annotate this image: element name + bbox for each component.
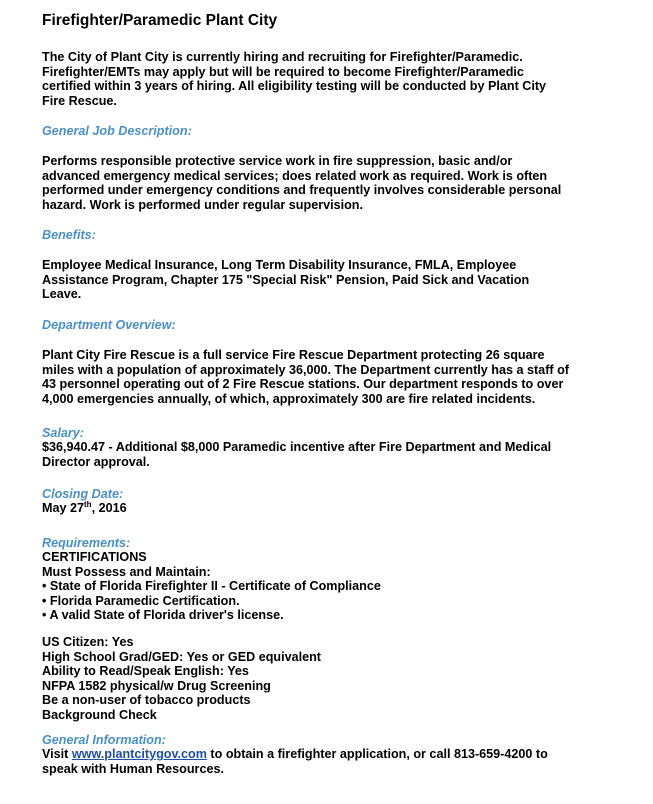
general-information-paragraph (42, 747, 602, 776)
intro-line: certified within 3 years of hiring. All eligibility testing will be conducted by Plant City (42, 79, 547, 94)
closing-date-heading: Closing Date: (42, 487, 124, 501)
job-description-line: advanced emergency medical services; does related work as required. Work is often (42, 168, 548, 183)
closing-date-value (42, 501, 602, 516)
job-description-line: hazard. Work is performed under regular supervision. (42, 197, 363, 212)
intro-line: The City of Plant City is currently hiring and recruiting for Firefighter/Paramedic. (42, 50, 523, 64)
department-overview-heading: Department Overview: (42, 318, 176, 332)
salary-heading: Salary: (42, 426, 85, 440)
benefits-line: Employee Medical Insurance, Long Term Disability Insurance, FMLA, Employee (42, 258, 517, 272)
closing-date-suffix: th (84, 499, 92, 509)
requirement-line: NFPA 1582 physical/w Drug Screening (42, 678, 271, 693)
intro-line: Fire Rescue. (42, 93, 117, 108)
job-description-line: Performs responsible protective service work in fire suppression, basic and/or (42, 154, 513, 168)
benefits-paragraph (42, 258, 602, 302)
intro-line: Firefighter/EMTs may apply but will be required to become Firefighter/Paramedic (42, 64, 524, 79)
closing-date-year: , 2016 (91, 501, 127, 515)
requirements-heading: Requirements: (42, 536, 131, 550)
salary-line: $36,940.47 - Additional $8,000 Paramedic incentive after Fire Department and Medical (42, 440, 552, 454)
benefits-line: Leave. (42, 287, 82, 302)
requirement-line: Ability to Read/Speak English: Yes (42, 664, 249, 679)
closing-date-day: May 27 (42, 501, 85, 515)
requirement-line: US Citizen: Yes (42, 635, 134, 649)
department-overview-paragraph (42, 348, 602, 406)
job-description-paragraph (42, 154, 602, 212)
certifications-label: CERTIFICATIONS (42, 550, 147, 564)
benefits-heading: Benefits: (42, 228, 96, 242)
requirement-line: Background Check (42, 707, 157, 722)
job-description-heading: General Job Description: (42, 124, 192, 138)
other-requirements-list (42, 635, 602, 723)
general-information-line (42, 747, 602, 762)
general-information-line: speak with Human Resources. (42, 761, 224, 776)
job-description-line: performed under emergency conditions and frequently involves considerable personal (42, 183, 562, 198)
intro-paragraph (42, 50, 602, 108)
general-information-heading: General Information: (42, 733, 166, 747)
department-overview-line: miles with a population of approximately 36,000. The Department currently has a staff of (42, 362, 569, 377)
page-title: Firefighter/Paramedic Plant City (42, 12, 278, 29)
visit-text: Visit (42, 747, 72, 761)
salary-paragraph (42, 440, 602, 469)
salary-line: Director approval. (42, 454, 150, 469)
requirements-list (42, 550, 602, 623)
website-link[interactable]: www.plantcitygov.com (71, 747, 207, 761)
department-overview-line: Plant City Fire Rescue is a full service Fire Rescue Department protecting 26 square (42, 348, 545, 362)
requirement-item: • Florida Paramedic Certification. (42, 593, 240, 608)
application-text: to obtain a firefighter application, or call 813-659-4200 to (206, 747, 548, 761)
requirement-line: Be a non-user of tobacco products (42, 693, 251, 708)
department-overview-line: 4,000 emergencies annually, of which, approximately 300 are fire related incidents. (42, 391, 536, 406)
requirement-item: • State of Florida Firefighter II - Certificate of Compliance (42, 579, 381, 594)
department-overview-line: 43 personnel operating out of 2 Fire Rescue stations. Our department responds to over (42, 377, 564, 392)
benefits-line: Assistance Program, Chapter 175 "Special Risk" Pension, Paid Sick and Vacation (42, 272, 530, 287)
requirement-item: • A valid State of Florida driver's license. (42, 608, 284, 623)
requirement-line: High School Grad/GED: Yes or GED equivalent (42, 649, 321, 664)
must-possess-label: Must Possess and Maintain: (42, 564, 211, 579)
